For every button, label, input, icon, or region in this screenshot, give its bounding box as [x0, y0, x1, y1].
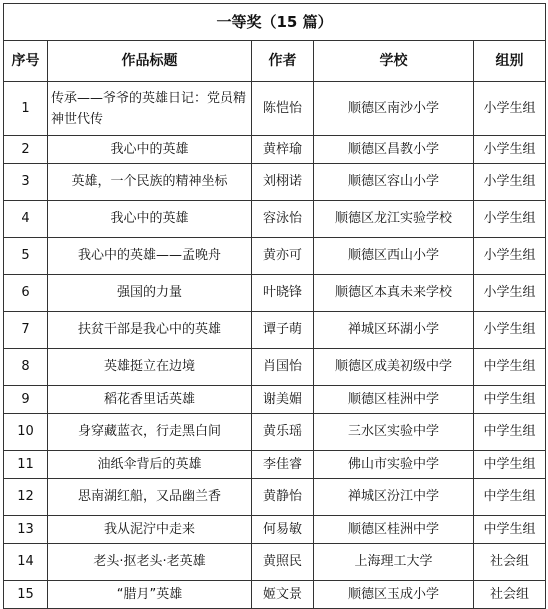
row-title: 传承——爷爷的英雄日记：党员精神世代传	[48, 82, 252, 136]
table-row	[4, 479, 546, 516]
row-group: 小学生组	[474, 164, 546, 201]
row-group: 中学生组	[474, 516, 546, 544]
row-index: 5	[4, 238, 48, 275]
row-author: 肖国怡	[252, 349, 314, 386]
award-table-container	[3, 3, 545, 609]
row-title: 强国的力量	[48, 275, 252, 312]
table-row	[4, 581, 546, 609]
row-index: 3	[4, 164, 48, 201]
table-row	[4, 349, 546, 386]
row-school: 顺德区南沙小学	[314, 82, 474, 136]
row-index: 15	[4, 581, 48, 609]
table-row	[4, 516, 546, 544]
row-group: 中学生组	[474, 414, 546, 451]
row-author: 叶晓锋	[252, 275, 314, 312]
row-index: 1	[4, 82, 48, 136]
row-author: 黄照民	[252, 544, 314, 581]
row-group: 小学生组	[474, 136, 546, 164]
table-row	[4, 164, 546, 201]
row-author: 谭子萌	[252, 312, 314, 349]
row-school: 顺德区昌教小学	[314, 136, 474, 164]
row-index: 11	[4, 451, 48, 479]
row-group: 小学生组	[474, 238, 546, 275]
row-author: 陈恺怡	[252, 82, 314, 136]
row-index: 9	[4, 386, 48, 414]
row-title: 我心中的英雄——孟晚舟	[48, 238, 252, 275]
header-title: 作品标题	[48, 41, 252, 82]
table-row	[4, 201, 546, 238]
header-row	[4, 41, 546, 82]
table-row	[4, 312, 546, 349]
row-title: 扶贫干部是我心中的英雄	[48, 312, 252, 349]
row-index: 2	[4, 136, 48, 164]
row-title: 我心中的英雄	[48, 136, 252, 164]
header-author: 作者	[252, 41, 314, 82]
row-author: 黄梓瑜	[252, 136, 314, 164]
row-author: 李佳睿	[252, 451, 314, 479]
row-group: 中学生组	[474, 479, 546, 516]
row-title: 油纸伞背后的英雄	[48, 451, 252, 479]
row-title: 英雄挺立在边境	[48, 349, 252, 386]
row-author: 黄乐瑶	[252, 414, 314, 451]
row-school: 禅城区环湖小学	[314, 312, 474, 349]
row-index: 6	[4, 275, 48, 312]
row-group: 小学生组	[474, 201, 546, 238]
table-row	[4, 238, 546, 275]
row-author: 谢美媚	[252, 386, 314, 414]
row-author: 黄静怡	[252, 479, 314, 516]
row-author: 姬文景	[252, 581, 314, 609]
table-row	[4, 414, 546, 451]
row-index: 13	[4, 516, 48, 544]
row-group: 小学生组	[474, 275, 546, 312]
row-school: 顺德区本真未来学校	[314, 275, 474, 312]
row-title: 老头·抠老头·老英雄	[48, 544, 252, 581]
table-title-row	[4, 4, 546, 41]
header-school: 学校	[314, 41, 474, 82]
table-row	[4, 451, 546, 479]
row-title: 我从泥泞中走来	[48, 516, 252, 544]
row-title: 我心中的英雄	[48, 201, 252, 238]
row-group: 小学生组	[474, 82, 546, 136]
row-school: 佛山市实验中学	[314, 451, 474, 479]
row-school: 禅城区汾江中学	[314, 479, 474, 516]
row-school: 顺德区桂洲中学	[314, 516, 474, 544]
row-author: 何易敏	[252, 516, 314, 544]
row-school: 顺德区桂洲中学	[314, 386, 474, 414]
table-title: 一等奖（15 篇）	[4, 4, 546, 41]
row-school: 三水区实验中学	[314, 414, 474, 451]
table-row	[4, 136, 546, 164]
row-title: 稻花香里话英雄	[48, 386, 252, 414]
row-group: 中学生组	[474, 386, 546, 414]
row-index: 7	[4, 312, 48, 349]
row-author: 容泳怡	[252, 201, 314, 238]
row-author: 黄亦可	[252, 238, 314, 275]
row-group: 中学生组	[474, 451, 546, 479]
row-school: 顺德区成美初级中学	[314, 349, 474, 386]
table-row	[4, 386, 546, 414]
row-author: 刘栩诺	[252, 164, 314, 201]
row-title: 英雄，一个民族的精神坐标	[48, 164, 252, 201]
row-group: 小学生组	[474, 312, 546, 349]
row-index: 10	[4, 414, 48, 451]
row-index: 14	[4, 544, 48, 581]
row-school: 上海理工大学	[314, 544, 474, 581]
row-title: “腊月”英雄	[48, 581, 252, 609]
table-row	[4, 544, 546, 581]
award-table	[3, 3, 546, 609]
row-school: 顺德区玉成小学	[314, 581, 474, 609]
row-index: 12	[4, 479, 48, 516]
row-title: 身穿藏蓝衣，行走黑白间	[48, 414, 252, 451]
row-group: 社会组	[474, 581, 546, 609]
row-title: 思南湖红船，又品幽兰香	[48, 479, 252, 516]
row-group: 中学生组	[474, 349, 546, 386]
row-school: 顺德区龙江实验学校	[314, 201, 474, 238]
table-row	[4, 82, 546, 136]
row-index: 8	[4, 349, 48, 386]
row-school: 顺德区西山小学	[314, 238, 474, 275]
header-index: 序号	[4, 41, 48, 82]
row-group: 社会组	[474, 544, 546, 581]
table-row	[4, 275, 546, 312]
row-index: 4	[4, 201, 48, 238]
header-group: 组别	[474, 41, 546, 82]
row-school: 顺德区容山小学	[314, 164, 474, 201]
